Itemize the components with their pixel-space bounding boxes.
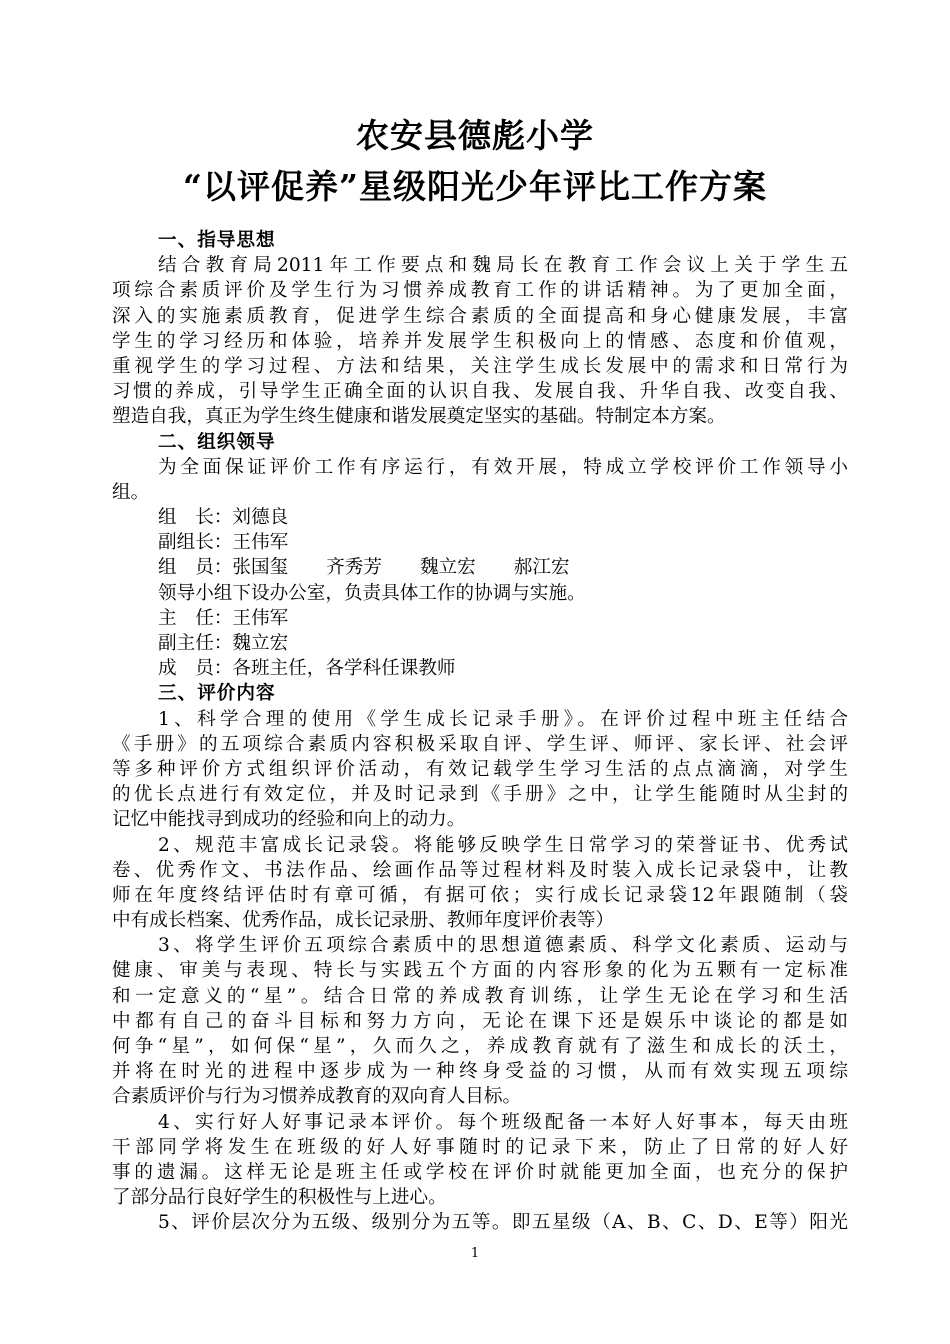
- section-heading-evaluation-content: 三、评价内容: [158, 683, 276, 705]
- member-name: 郝江宏: [513, 557, 570, 579]
- vice-director-row: [112, 631, 848, 656]
- leader-row: [112, 505, 848, 530]
- paragraph-line: 组。: [112, 481, 150, 503]
- members-label: 组 员：: [158, 557, 233, 579]
- paragraph-line: 为全面保证评价工作有序运行，有效开展，特成立学校评价工作领导小: [158, 456, 848, 478]
- director-name: 王伟军: [232, 607, 289, 629]
- paragraph-line: 项综合素质评价及学生行为习惯养成教育工作的讲话精神。为了更加全面，: [112, 280, 848, 302]
- paragraph-line: 结合教育局2011年工作要点和魏局长在教育工作会议上关于学生五: [158, 255, 848, 277]
- deputy-leader-name: 王伟军: [232, 532, 289, 554]
- section-heading-organization: 二、组织领导: [158, 431, 276, 453]
- leader-label: 组 长：: [158, 507, 233, 529]
- paragraph-line: 学生的学习经历和体验，培养并发展学生积极向上的情感、态度和价值观，: [112, 330, 848, 352]
- staff-text: 各班主任，各学科任课教师: [232, 658, 456, 680]
- staff-row: [112, 656, 848, 681]
- members-row: [112, 555, 848, 580]
- document-body: [112, 228, 848, 1236]
- paragraph-line: 3、将学生评价五项综合素质中的思想道德素质、科学文化素质、运动与: [158, 935, 848, 957]
- paragraph-line: 深入的实施素质教育，促进学生综合素质的全面提高和身心健康发展，丰富: [112, 305, 848, 327]
- director-label: 主 任：: [158, 607, 233, 629]
- paragraph-line: 事的遗漏。这样无论是班主任或学校在评价时就能更加全面，也充分的保护: [112, 1161, 848, 1183]
- paragraph-line: 等多种评价方式组织评价活动，有效记载学生学习生活的点点滴滴，对学生: [112, 758, 848, 780]
- paragraph-line: 师在年度终结评估时有章可循，有据可依；实行成长记录袋12年跟随制（袋: [112, 884, 848, 906]
- document-title-school: 农安县德彪小学: [356, 116, 594, 155]
- paragraph-line: 2、规范丰富成长记录袋。将能够反映学生日常学习的荣誉证书、优秀试: [158, 834, 848, 856]
- vice-director-label: 副主任：: [158, 633, 233, 654]
- director-row: [112, 606, 848, 631]
- paragraph-line: 并将在时光的进程中逐步成为一种终身受益的习惯，从而有效实现五项综: [112, 1061, 848, 1083]
- paragraph-line: 的优长点进行有效定位，并及时记录到《手册》之中，让学生能随时从尘封的: [112, 784, 848, 806]
- paragraph-line: 5、评价层次分为五级、级别分为五等。即五星级（A、B、C、D、E等）阳光: [158, 1212, 848, 1234]
- paragraph-line: 干部同学将发生在班级的好人好事随时的记录下来，防止了日常的好人好: [112, 1136, 848, 1158]
- office-line: 领导小组下设办公室，负责具体工作的协调与实施。: [158, 582, 586, 604]
- paragraph-line: 了部分品行良好学生的积极性与上进心。: [112, 1187, 447, 1209]
- paragraph-line: 健康、审美与表现、特长与实践五个方面的内容形象的化为五颗有一定标准: [112, 960, 848, 982]
- paragraph-line: 合素质评价与行为习惯养成教育的双向育人目标。: [112, 1086, 522, 1108]
- paragraph-line: 卷、优秀作文、书法作品、绘画作品等过程材料及时装入成长记录袋中，让教: [112, 859, 848, 881]
- member-name: 张国玺: [232, 557, 289, 579]
- section-heading-guiding-thought: 一、指导思想: [158, 230, 276, 251]
- vice-director-name: 魏立宏: [232, 633, 289, 654]
- page-number: 1: [470, 1246, 480, 1261]
- paragraph-line: 何争“星”，如何保“星”，久而久之，养成教育就有了滋生和成长的沃土，: [112, 1036, 848, 1057]
- staff-label: 成 员：: [158, 658, 233, 680]
- paragraph-line: 和一定意义的“星”。结合日常的养成教育训练，让学生无论在学习和生活: [112, 985, 848, 1007]
- paragraph-line: 中有成长档案、优秀作品，成长记录册、教师年度评价表等）: [112, 910, 615, 932]
- paragraph-line: 塑造自我，真正为学生终生健康和谐发展奠定坚实的基础。特制定本方案。: [112, 406, 726, 428]
- document-title-plan: “以评促养”星级阳光少年评比工作方案: [183, 167, 767, 206]
- member-name: 齐秀芳: [326, 557, 382, 579]
- deputy-leader-row: [112, 530, 848, 555]
- paragraph-line: 《手册》的五项综合素质内容积极采取自评、学生评、师评、家长评、社会评: [112, 733, 848, 755]
- paragraph-line: 习惯的养成，引导学生正确全面的认识自我、发展自我、升华自我、改变自我、: [112, 381, 848, 403]
- paragraph-line: 记忆中能找寻到成功的经验和向上的动力。: [112, 809, 466, 831]
- paragraph-line: 重视学生的学习过程、方法和结果，关注学生成长发展中的需求和日常行为: [112, 355, 848, 377]
- member-name: 魏立宏: [419, 557, 476, 579]
- leader-name: 刘德良: [232, 507, 289, 529]
- paragraph-line: 中都有自己的奋斗目标和努力方向，无论在课下还是娱乐中谈论的都是如: [112, 1010, 848, 1032]
- deputy-leader-label: 副组长：: [158, 532, 233, 554]
- paragraph-line: 1、科学合理的使用《学生成长记录手册》。在评价过程中班主任结合: [158, 708, 848, 730]
- paragraph-line: 4、实行好人好事记录本评价。每个班级配备一本好人好事本，每天由班: [158, 1111, 848, 1133]
